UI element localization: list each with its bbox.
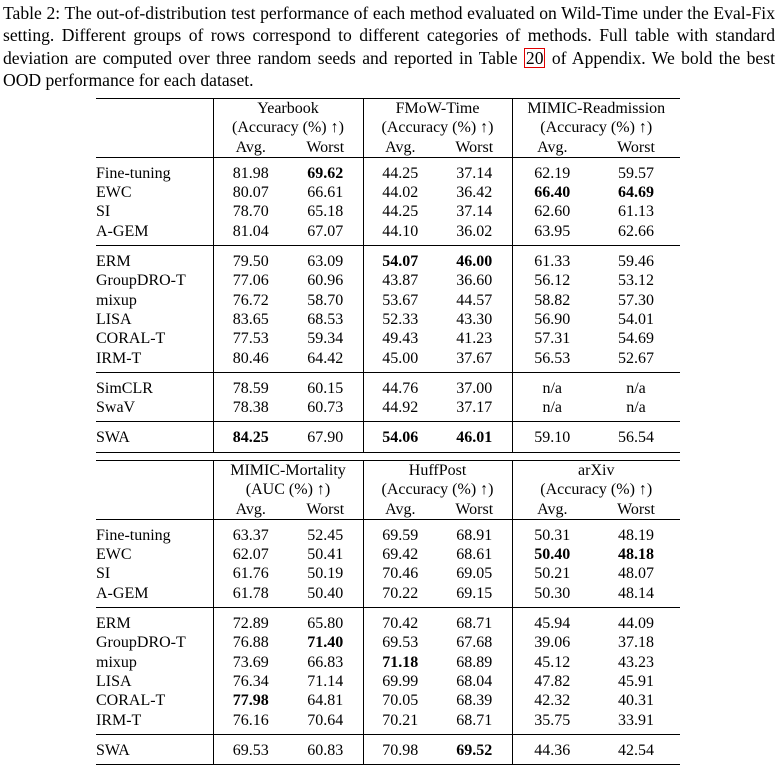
table-row <box>96 734 680 764</box>
worst-value: 69.52 <box>437 734 512 764</box>
avg-value: 76.34 <box>213 672 288 691</box>
method-name: A-GEM <box>96 584 213 608</box>
table-row <box>96 422 680 452</box>
avg-value: 50.21 <box>512 564 592 583</box>
avg-value: 83.65 <box>213 310 288 329</box>
method-name: IRM-T <box>96 711 213 735</box>
avg-value: 76.72 <box>213 291 288 310</box>
table-reference-link[interactable]: 20 <box>525 47 544 68</box>
avg-value: 44.25 <box>363 202 437 221</box>
dataset-name: Yearbook <box>213 99 363 119</box>
worst-value: 37.67 <box>437 349 512 373</box>
table-row <box>96 157 680 183</box>
avg-value: 84.25 <box>213 422 288 452</box>
avg-value: 44.92 <box>363 398 437 422</box>
worst-value: 67.07 <box>288 222 363 246</box>
table-row <box>96 398 680 422</box>
worst-value: 52.45 <box>307 526 344 544</box>
worst-value: 42.54 <box>592 734 680 764</box>
worst-value: 67.68 <box>456 634 493 652</box>
table-row <box>96 519 680 545</box>
table-row <box>96 711 680 735</box>
results-table-2 <box>96 460 680 765</box>
dataset-metric: (Accuracy (%) ↑) <box>512 118 680 137</box>
avg-value: 54.07 <box>363 246 437 272</box>
caption-text: Table 2: The out-of-distribution test performance of each method evaluated on Wild-Time under the Eval-Fix setting. Different groups of rows correspond to different categories of methods. Full table with standard deviation are computed over three random seeds and reported in Table <box>3 3 775 68</box>
table-row <box>96 608 680 634</box>
worst-value: 56.54 <box>592 422 680 452</box>
worst-value: 62.66 <box>592 222 680 246</box>
method-name: EWC <box>96 184 132 202</box>
table-row <box>96 584 680 608</box>
worst-value: 37.17 <box>437 398 512 422</box>
table-row <box>96 310 680 329</box>
avg-value: 44.25 <box>363 157 437 183</box>
method-name: GroupDRO-T <box>96 634 186 652</box>
table-row <box>96 653 680 672</box>
worst-header: Worst <box>437 500 512 520</box>
worst-value: 54.69 <box>618 330 655 348</box>
table-row <box>96 222 680 246</box>
worst-value: 48.18 <box>618 546 655 564</box>
worst-value: 66.61 <box>307 184 344 202</box>
table-row <box>96 291 680 310</box>
worst-value: 69.05 <box>456 565 493 583</box>
worst-header: Worst <box>288 138 363 158</box>
table-row <box>96 672 680 691</box>
avg-value: 61.76 <box>213 564 288 583</box>
worst-value: 53.12 <box>618 272 655 290</box>
table-row <box>96 691 680 710</box>
avg-value: 44.02 <box>363 183 437 202</box>
worst-header: Worst <box>437 138 512 158</box>
avg-value: 78.38 <box>213 398 288 422</box>
worst-value: 44.09 <box>618 615 655 633</box>
avg-value: 70.05 <box>363 691 437 710</box>
table-row <box>96 271 680 290</box>
worst-value: 36.42 <box>456 184 493 202</box>
method-name: ERM <box>96 253 131 271</box>
worst-value: 57.30 <box>618 291 655 309</box>
table-caption <box>3 2 775 92</box>
worst-value: 59.46 <box>618 253 655 271</box>
worst-value: 33.91 <box>592 711 680 735</box>
dataset-metric: (Accuracy (%) ↑) <box>363 118 512 137</box>
avg-value: 39.06 <box>512 633 592 652</box>
table-row <box>96 372 680 398</box>
avg-value: 77.53 <box>213 329 288 348</box>
method-name: mixup <box>96 291 137 309</box>
avg-value: 63.37 <box>213 519 288 545</box>
avg-header: Avg. <box>213 500 288 520</box>
avg-value: 54.06 <box>363 422 437 452</box>
dataset-name: MIMIC-Mortality <box>213 461 363 481</box>
worst-value: 41.23 <box>456 330 493 348</box>
avg-value: 50.31 <box>512 519 592 545</box>
caption-text-end: of Appendix. We bold the best OOD performance for each dataset. <box>3 47 775 91</box>
worst-value: 46.00 <box>456 253 493 271</box>
table-row <box>96 246 680 272</box>
avg-value: 69.42 <box>363 545 437 564</box>
worst-header: Worst <box>288 500 363 520</box>
avg-value: 56.12 <box>512 271 592 290</box>
avg-value: 70.42 <box>363 608 437 634</box>
table-row <box>96 349 680 373</box>
worst-header: Worst <box>592 138 680 158</box>
avg-value: 80.07 <box>213 183 288 202</box>
method-name: EWC <box>96 546 132 564</box>
dataset-metric: (AUC (%) ↑) <box>213 480 363 499</box>
worst-value: 68.53 <box>307 310 344 328</box>
worst-value: 65.80 <box>307 615 344 633</box>
table-row <box>96 545 680 564</box>
avg-value: n/a <box>512 372 592 398</box>
worst-value: 40.31 <box>618 692 655 710</box>
avg-value: 70.46 <box>363 564 437 583</box>
avg-value: 69.53 <box>213 734 288 764</box>
worst-value: 71.40 <box>307 634 344 652</box>
worst-value: 68.04 <box>456 672 493 690</box>
worst-value: 60.83 <box>288 734 363 764</box>
avg-value: 70.21 <box>363 711 437 735</box>
worst-value: 68.71 <box>456 615 493 633</box>
worst-value: 36.02 <box>437 222 512 246</box>
method-name: LISA <box>96 310 132 328</box>
worst-header: Worst <box>592 500 680 520</box>
avg-value: 61.33 <box>512 246 592 272</box>
header-row <box>96 500 680 520</box>
avg-value: 78.59 <box>213 372 288 398</box>
worst-value: 59.57 <box>618 164 655 182</box>
worst-value: 60.15 <box>307 379 344 397</box>
avg-value: 63.95 <box>512 222 592 246</box>
dataset-name: HuffPost <box>363 461 512 481</box>
avg-value: 62.19 <box>512 157 592 183</box>
avg-value: 80.46 <box>213 349 288 373</box>
avg-value: 77.98 <box>213 691 288 710</box>
method-name: LISA <box>96 672 132 690</box>
avg-value: 62.07 <box>213 545 288 564</box>
avg-value: 69.53 <box>363 633 437 652</box>
avg-header: Avg. <box>363 500 437 520</box>
results-table-1 <box>96 98 680 453</box>
worst-value: 50.19 <box>307 565 344 583</box>
method-name: IRM-T <box>96 349 213 373</box>
avg-value: 71.18 <box>363 653 437 672</box>
worst-value: 45.91 <box>618 672 655 690</box>
worst-value: 69.15 <box>437 584 512 608</box>
avg-value: 70.22 <box>363 584 437 608</box>
avg-value: 45.94 <box>512 608 592 634</box>
avg-value: 77.06 <box>213 271 288 290</box>
avg-value: 61.78 <box>213 584 288 608</box>
worst-value: 68.89 <box>456 653 493 671</box>
worst-value: n/a <box>592 398 680 422</box>
header-corner <box>96 461 213 481</box>
worst-value: 59.34 <box>307 330 344 348</box>
avg-value: 66.40 <box>512 183 592 202</box>
worst-value: 71.14 <box>307 672 344 690</box>
worst-value: 58.70 <box>307 291 344 309</box>
header-row <box>96 138 680 158</box>
table-row <box>96 329 680 348</box>
avg-value: 70.98 <box>363 734 437 764</box>
avg-value: 72.89 <box>213 608 288 634</box>
worst-value: 60.73 <box>288 398 363 422</box>
avg-value: 53.67 <box>363 291 437 310</box>
method-name: Fine-tuning <box>96 164 171 182</box>
header-corner <box>96 99 213 119</box>
worst-value: 54.01 <box>618 310 655 328</box>
worst-value: 65.18 <box>307 203 344 221</box>
worst-value: 37.18 <box>618 634 655 652</box>
method-name: SI <box>96 203 111 221</box>
worst-value: 37.00 <box>456 379 493 397</box>
worst-value: 68.91 <box>456 526 493 544</box>
method-name: CORAL-T <box>96 692 166 710</box>
table-row <box>96 633 680 652</box>
dataset-metric: (Accuracy (%) ↑) <box>363 480 512 499</box>
header-corner <box>96 138 213 158</box>
worst-value: 61.13 <box>618 203 655 221</box>
worst-value: 63.09 <box>307 253 344 271</box>
header-row <box>96 480 680 499</box>
avg-header: Avg. <box>512 138 592 158</box>
avg-value: 56.90 <box>512 310 592 329</box>
method-name: SWA <box>96 422 213 452</box>
header-corner <box>96 480 213 499</box>
worst-value: 68.39 <box>456 692 493 710</box>
worst-value: 69.62 <box>307 164 344 182</box>
worst-value: 43.30 <box>456 310 493 328</box>
worst-value: 60.96 <box>307 272 344 290</box>
worst-value: n/a <box>626 379 646 397</box>
worst-value: 37.14 <box>456 203 493 221</box>
worst-value: 43.23 <box>618 653 655 671</box>
worst-value: 64.81 <box>307 692 344 710</box>
avg-value: 69.99 <box>363 672 437 691</box>
worst-value: 46.01 <box>437 422 512 452</box>
worst-value: 48.19 <box>618 526 655 544</box>
avg-value: 44.10 <box>363 222 437 246</box>
avg-value: 45.00 <box>363 349 437 373</box>
worst-value: 48.07 <box>618 565 655 583</box>
worst-value: 70.64 <box>288 711 363 735</box>
dataset-name: arXiv <box>512 461 680 481</box>
avg-header: Avg. <box>363 138 437 158</box>
header-row <box>96 461 680 481</box>
avg-value: 81.04 <box>213 222 288 246</box>
avg-value: 78.70 <box>213 202 288 221</box>
worst-value: 48.14 <box>592 584 680 608</box>
method-name: SWA <box>96 734 213 764</box>
avg-value: 56.53 <box>512 349 592 373</box>
worst-value: 66.83 <box>307 653 344 671</box>
avg-value: 81.98 <box>213 157 288 183</box>
table-row <box>96 183 680 202</box>
avg-value: 49.43 <box>363 329 437 348</box>
avg-value: 50.40 <box>512 545 592 564</box>
avg-value: 57.31 <box>512 329 592 348</box>
avg-value: 50.30 <box>512 584 592 608</box>
avg-header: Avg. <box>213 138 288 158</box>
dataset-metric: (Accuracy (%) ↑) <box>512 480 680 499</box>
header-corner <box>96 118 213 137</box>
worst-value: 50.41 <box>307 546 344 564</box>
worst-value: 37.14 <box>456 164 493 182</box>
worst-value: 52.67 <box>592 349 680 373</box>
avg-value: 44.36 <box>512 734 592 764</box>
avg-value: 73.69 <box>213 653 288 672</box>
worst-value: 36.60 <box>456 272 493 290</box>
avg-value: 76.16 <box>213 711 288 735</box>
header-row <box>96 99 680 119</box>
method-name: ERM <box>96 615 131 633</box>
avg-value: 43.87 <box>363 271 437 290</box>
avg-value: 58.82 <box>512 291 592 310</box>
header-row <box>96 118 680 137</box>
worst-value: 50.40 <box>288 584 363 608</box>
method-name: SwaV <box>96 398 213 422</box>
worst-value: 44.57 <box>456 291 493 309</box>
avg-value: 35.75 <box>512 711 592 735</box>
worst-value: 64.42 <box>288 349 363 373</box>
worst-value: 68.61 <box>456 546 493 564</box>
avg-value: 44.76 <box>363 372 437 398</box>
worst-value: 68.71 <box>437 711 512 735</box>
method-name: GroupDRO-T <box>96 272 186 290</box>
method-name: SI <box>96 565 111 583</box>
method-name: A-GEM <box>96 222 213 246</box>
worst-value: 64.69 <box>618 184 655 202</box>
avg-value: 42.32 <box>512 691 592 710</box>
avg-header: Avg. <box>512 500 592 520</box>
method-name: CORAL-T <box>96 330 166 348</box>
dataset-name: MIMIC-Readmission <box>512 99 680 119</box>
method-name: SimCLR <box>96 379 153 397</box>
method-name: mixup <box>96 653 137 671</box>
header-corner <box>96 500 213 520</box>
method-name: Fine-tuning <box>96 526 171 544</box>
dataset-metric: (Accuracy (%) ↑) <box>213 118 363 137</box>
avg-value: 47.82 <box>512 672 592 691</box>
avg-value: 52.33 <box>363 310 437 329</box>
avg-value: 45.12 <box>512 653 592 672</box>
avg-value: 59.10 <box>512 422 592 452</box>
avg-value: 62.60 <box>512 202 592 221</box>
table-row <box>96 202 680 221</box>
avg-value: n/a <box>512 398 592 422</box>
avg-value: 79.50 <box>213 246 288 272</box>
dataset-name: FMoW-Time <box>363 99 512 119</box>
avg-value: 69.59 <box>363 519 437 545</box>
table-row <box>96 564 680 583</box>
avg-value: 76.88 <box>213 633 288 652</box>
worst-value: 67.90 <box>288 422 363 452</box>
